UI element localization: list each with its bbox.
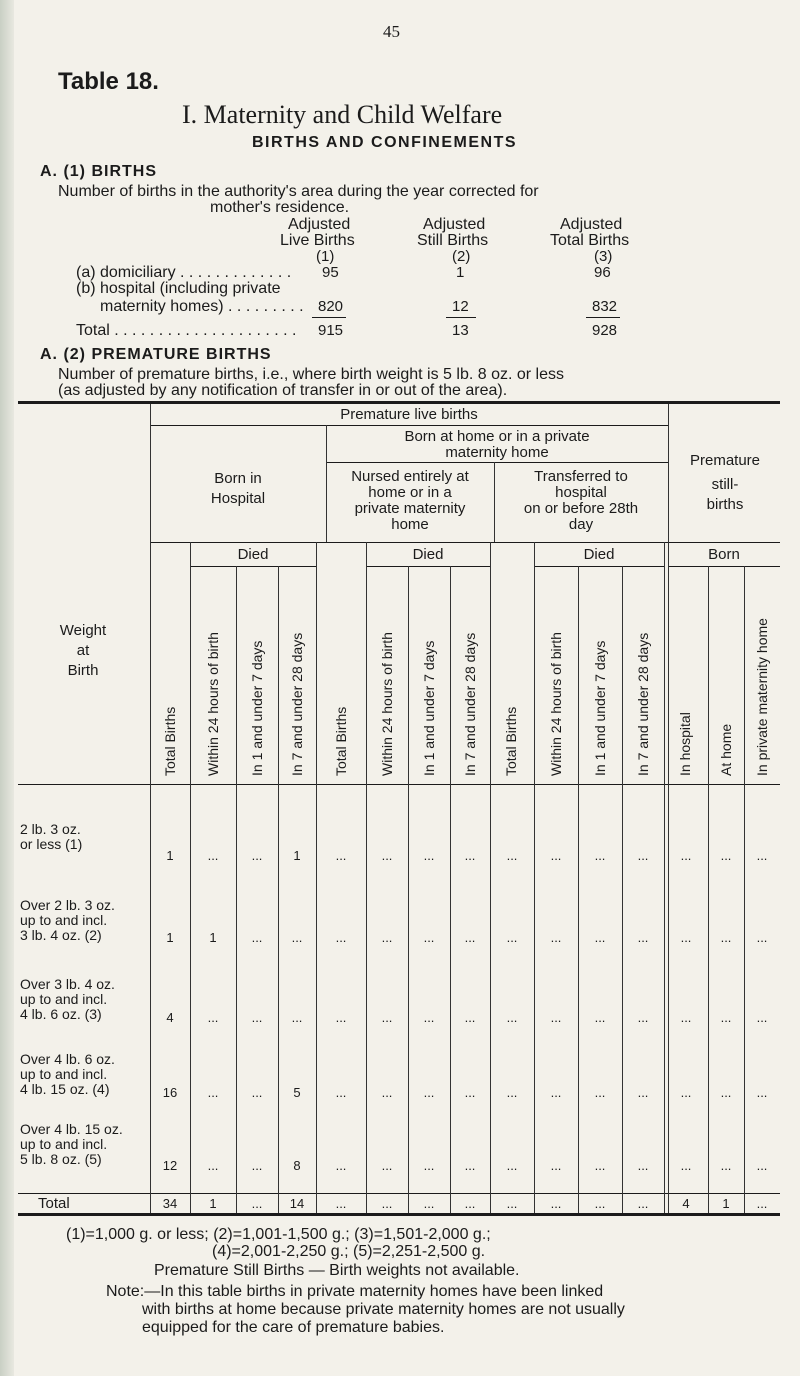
col2-header-num: (2)	[452, 248, 471, 265]
births-intro-line1: Number of births in the authority's area during the year corrected for	[58, 183, 539, 200]
premature-intro-line2: (as adjusted by any notification of transfer in or out of the area).	[58, 382, 508, 399]
weight-row-4-cell-13: ...	[680, 1085, 692, 1100]
col-nursed-24h: Within 24 hours of birth	[379, 632, 395, 776]
total-row-cell-15: ...	[756, 1196, 768, 1211]
weight-row-1-cell-12: ...	[637, 848, 649, 863]
footnote-weights-line2: (4)=2,001-2,250 g.; (5)=2,251-2,500 g.	[212, 1243, 486, 1260]
page-number: 45	[383, 22, 400, 41]
weight-row-5-cell-10: ...	[550, 1158, 562, 1173]
weight-row-4-cell-14: ...	[720, 1085, 732, 1100]
transferred-header-line3: on or before 28th	[523, 500, 639, 517]
births-heading: A. (1) BIRTHS	[40, 163, 157, 180]
weight-row-1-cell-3: ...	[251, 848, 263, 863]
weight-row-5-cell-4: 8	[293, 1158, 301, 1173]
row-a-col1: 95	[322, 264, 339, 281]
hospital-header-line2: Hospital	[210, 490, 266, 507]
weight-row-2-cell-4: ...	[291, 930, 303, 945]
row-a-col2: 1	[456, 264, 465, 281]
weight-row-2-cell-1: 1	[166, 930, 174, 945]
premature-stillbirths-header-line2: still-	[711, 476, 739, 493]
total-row-cell-14: 1	[722, 1196, 730, 1211]
weight-row-2-cell-10: ...	[550, 930, 562, 945]
col3-header-num: (3)	[594, 248, 613, 265]
weight-row-5-cell-3: ...	[251, 1158, 263, 1173]
weight-row-2-cell-8: ...	[464, 930, 476, 945]
total-row-cell-9: ...	[506, 1196, 518, 1211]
row-a-col3: 96	[594, 264, 611, 281]
row-label-1: 2 lb. 3 oz. or less (1)	[20, 821, 83, 852]
weight-row-3-cell-5: ...	[335, 1010, 347, 1025]
weight-row-5-cell-12: ...	[637, 1158, 649, 1173]
weight-row-3-cell-15: ...	[756, 1010, 768, 1025]
row-label-4: Over 4 lb. 6 oz. up to and incl. 4 lb. 15 oz. (4)	[20, 1051, 115, 1097]
row-b-col2: 12	[452, 298, 469, 315]
col-born-home: At home	[718, 723, 734, 776]
weight-row-4-cell-11: ...	[594, 1085, 606, 1100]
col1-header-line1: Adjusted	[288, 216, 351, 233]
weight-row-3-cell-3: ...	[251, 1010, 263, 1025]
weight-row-5-cell-14: ...	[720, 1158, 732, 1173]
weight-row-1-cell-5: ...	[335, 848, 347, 863]
weight-row-2-cell-9: ...	[506, 930, 518, 945]
col-transf-7d: In 1 and under 7 days	[592, 640, 608, 776]
total-col1: 915	[318, 322, 344, 339]
row-label-2: Over 2 lb. 3 oz. up to and incl. 3 lb. 4 oz. (2)	[20, 897, 115, 943]
home-header-line1: Born at home or in a private	[404, 428, 590, 445]
born-header: Born	[708, 546, 740, 563]
total-row-cell-7: ...	[423, 1196, 435, 1211]
section-title: I. Maternity and Child Welfare	[182, 100, 503, 129]
weight-row-3-cell-11: ...	[594, 1010, 606, 1025]
weight-row-4-cell-12: ...	[637, 1085, 649, 1100]
weight-row-5-cell-13: ...	[680, 1158, 692, 1173]
weight-row-1-cell-8: ...	[464, 848, 476, 863]
total-rule-2	[446, 317, 476, 318]
weight-row-2-cell-15: ...	[756, 930, 768, 945]
total-row-cell-6: ...	[381, 1196, 393, 1211]
weight-row-5-cell-9: ...	[506, 1158, 518, 1173]
note-line1: Note:—In this table births in private maternity homes have been linked	[106, 1283, 604, 1300]
table-title: Table 18.	[58, 68, 159, 95]
births-intro-line2: mother's residence.	[210, 199, 350, 216]
weight-row-1-cell-14: ...	[720, 848, 732, 863]
weight-row-2-cell-12: ...	[637, 930, 649, 945]
weight-row-2-cell-5: ...	[335, 930, 347, 945]
weight-row-1-cell-2: ...	[207, 848, 219, 863]
nursed-header-line4: home	[391, 516, 429, 533]
weight-row-1-cell-10: ...	[550, 848, 562, 863]
col-transf-28d: In 7 and under 28 days	[635, 632, 651, 776]
col3-header-line2: Total Births	[550, 232, 630, 249]
weight-row-4-cell-2: ...	[207, 1085, 219, 1100]
note-line2: with births at home because private maternity homes are not usually	[142, 1301, 625, 1318]
weight-row-4-cell-9: ...	[506, 1085, 518, 1100]
note-line3: equipped for the care of premature babies.	[142, 1319, 445, 1336]
weight-row-3-cell-8: ...	[464, 1010, 476, 1025]
weight-row-1-cell-6: ...	[381, 848, 393, 863]
col-born-private: In private maternity home	[754, 618, 770, 776]
died-header-3: Died	[583, 546, 615, 563]
col2-header-line2: Still Births	[417, 232, 489, 249]
footnote-stillbirths: Premature Still Births — Birth weights not available.	[154, 1262, 520, 1279]
total-row-cell-11: ...	[594, 1196, 606, 1211]
nursed-header-line1: Nursed entirely at	[351, 468, 469, 485]
premature-stillbirths-header-line3: births	[706, 496, 744, 513]
weight-row-5-cell-15: ...	[756, 1158, 768, 1173]
total-col2: 13	[452, 322, 469, 339]
weight-row-2-cell-14: ...	[720, 930, 732, 945]
total-row-cell-12: ...	[637, 1196, 649, 1211]
weight-row-2-cell-7: ...	[423, 930, 435, 945]
weight-row-4-cell-8: ...	[464, 1085, 476, 1100]
total-row-cell-2: 1	[209, 1196, 217, 1211]
weight-header-line1: Weight	[59, 622, 107, 639]
col-transf-24h: Within 24 hours of birth	[548, 632, 564, 776]
total-row-label: Total . . . . . . . . . . . . . . . . . . . . .	[76, 322, 297, 339]
col-transf-total: Total Births	[503, 706, 519, 776]
total-rule-1	[312, 317, 346, 318]
total-row-cell-3: ...	[251, 1196, 263, 1211]
transferred-header-line1: Transferred to	[534, 468, 628, 485]
weight-row-5-cell-11: ...	[594, 1158, 606, 1173]
weight-header-line2: at	[76, 642, 90, 659]
weight-row-3-cell-1: 4	[166, 1010, 174, 1025]
col1-header-num: (1)	[316, 248, 335, 265]
weight-row-5-cell-8: ...	[464, 1158, 476, 1173]
col3-header-line1: Adjusted	[560, 216, 623, 233]
col-nursed-7d: In 1 and under 7 days	[421, 640, 437, 776]
col1-header-line2: Live Births	[280, 232, 355, 249]
weight-row-3-cell-10: ...	[550, 1010, 562, 1025]
row-b-col1: 820	[318, 298, 344, 315]
page-edge-shadow	[0, 0, 14, 1376]
col-born-hospital: In hospital	[677, 712, 693, 776]
weight-row-1-cell-15: ...	[756, 848, 768, 863]
weight-row-4-cell-1: 16	[162, 1085, 178, 1100]
col2-header-line1: Adjusted	[423, 216, 486, 233]
weight-row-4-cell-5: ...	[335, 1085, 347, 1100]
row-b-col3: 832	[592, 298, 618, 315]
premature-heading: A. (2) PREMATURE BIRTHS	[40, 346, 272, 363]
died-header-1: Died	[237, 546, 269, 563]
transferred-header-line2: hospital	[555, 484, 607, 501]
weight-row-1-cell-13: ...	[680, 848, 692, 863]
row-b-label-line1: (b) hospital (including private	[76, 280, 281, 297]
row-label-5: Over 4 lb. 15 oz. up to and incl. 5 lb. 8 oz. (5)	[20, 1121, 123, 1167]
col-hosp-24h: Within 24 hours of birth	[205, 632, 221, 776]
weight-row-3-cell-7: ...	[423, 1010, 435, 1025]
weight-row-1-cell-11: ...	[594, 848, 606, 863]
col-nursed-total: Total Births	[333, 706, 349, 776]
weight-row-5-cell-2: ...	[207, 1158, 219, 1173]
footnote-weights-line1: (1)=1,000 g. or less; (2)=1,001-1,500 g.; (3)=1,501-2,000 g.;	[66, 1226, 491, 1243]
total-row-cell-10: ...	[550, 1196, 562, 1211]
weight-row-4-cell-10: ...	[550, 1085, 562, 1100]
premature-intro-line1: Number of premature births, i.e., where birth weight is 5 lb. 8 oz. or less	[58, 366, 564, 383]
weight-row-3-cell-13: ...	[680, 1010, 692, 1025]
weight-row-3-cell-2: ...	[207, 1010, 219, 1025]
total-row-cell-4: 14	[289, 1196, 305, 1211]
weight-row-4-cell-3: ...	[251, 1085, 263, 1100]
weight-row-2-cell-2: 1	[209, 930, 217, 945]
weight-row-3-cell-12: ...	[637, 1010, 649, 1025]
weight-row-1-cell-1: 1	[166, 848, 174, 863]
nursed-header-line2: home or in a	[368, 484, 452, 501]
weight-row-4-cell-4: 5	[293, 1085, 301, 1100]
weight-row-2-cell-11: ...	[594, 930, 606, 945]
row-a-label: (a) domiciliary . . . . . . . . . . . . .	[76, 264, 292, 281]
col-hosp-7d: In 1 and under 7 days	[249, 640, 265, 776]
weight-row-5-cell-1: 12	[162, 1158, 178, 1173]
weight-row-3-cell-4: ...	[291, 1010, 303, 1025]
weight-row-3-cell-6: ...	[381, 1010, 393, 1025]
total-col3: 928	[592, 322, 618, 339]
total-row-cell-5: ...	[335, 1196, 347, 1211]
died-header-2: Died	[412, 546, 444, 563]
subsection-title: BIRTHS AND CONFINEMENTS	[252, 134, 518, 151]
weight-row-1-cell-9: ...	[506, 848, 518, 863]
weight-row-4-cell-7: ...	[423, 1085, 435, 1100]
total-row-cell-1: 34	[162, 1196, 178, 1211]
premature-stillbirths-header-line1: Premature	[689, 452, 761, 469]
row-label-3: Over 3 lb. 4 oz. up to and incl. 4 lb. 6 oz. (3)	[20, 976, 115, 1022]
premature-live-header: Premature live births	[340, 406, 478, 423]
transferred-header-line4: day	[568, 516, 594, 533]
col-hosp-28d: In 7 and under 28 days	[289, 632, 305, 776]
total-rule-3	[586, 317, 620, 318]
weight-row-4-cell-6: ...	[381, 1085, 393, 1100]
weight-row-1-cell-4: 1	[293, 848, 301, 863]
weight-row-2-cell-6: ...	[381, 930, 393, 945]
weight-row-3-cell-14: ...	[720, 1010, 732, 1025]
hospital-header-line1: Born in	[214, 470, 262, 487]
row-label-total: Total	[38, 1195, 70, 1212]
weight-row-3-cell-9: ...	[506, 1010, 518, 1025]
home-header-line2: maternity home	[445, 444, 549, 461]
weight-row-5-cell-7: ...	[423, 1158, 435, 1173]
weight-row-5-cell-6: ...	[381, 1158, 393, 1173]
total-row-cell-8: ...	[464, 1196, 476, 1211]
weight-row-2-cell-3: ...	[251, 930, 263, 945]
weight-row-5-cell-5: ...	[335, 1158, 347, 1173]
weight-header-line3: Birth	[67, 662, 99, 679]
total-row-cell-13: 4	[682, 1196, 690, 1211]
weight-row-1-cell-7: ...	[423, 848, 435, 863]
row-b-label-line2: maternity homes) . . . . . . . . .	[100, 298, 304, 315]
weight-row-2-cell-13: ...	[680, 930, 692, 945]
nursed-header-line3: private maternity	[354, 500, 466, 517]
col-hosp-total: Total Births	[162, 706, 178, 776]
weight-row-4-cell-15: ...	[756, 1085, 768, 1100]
col-nursed-28d: In 7 and under 28 days	[462, 632, 478, 776]
